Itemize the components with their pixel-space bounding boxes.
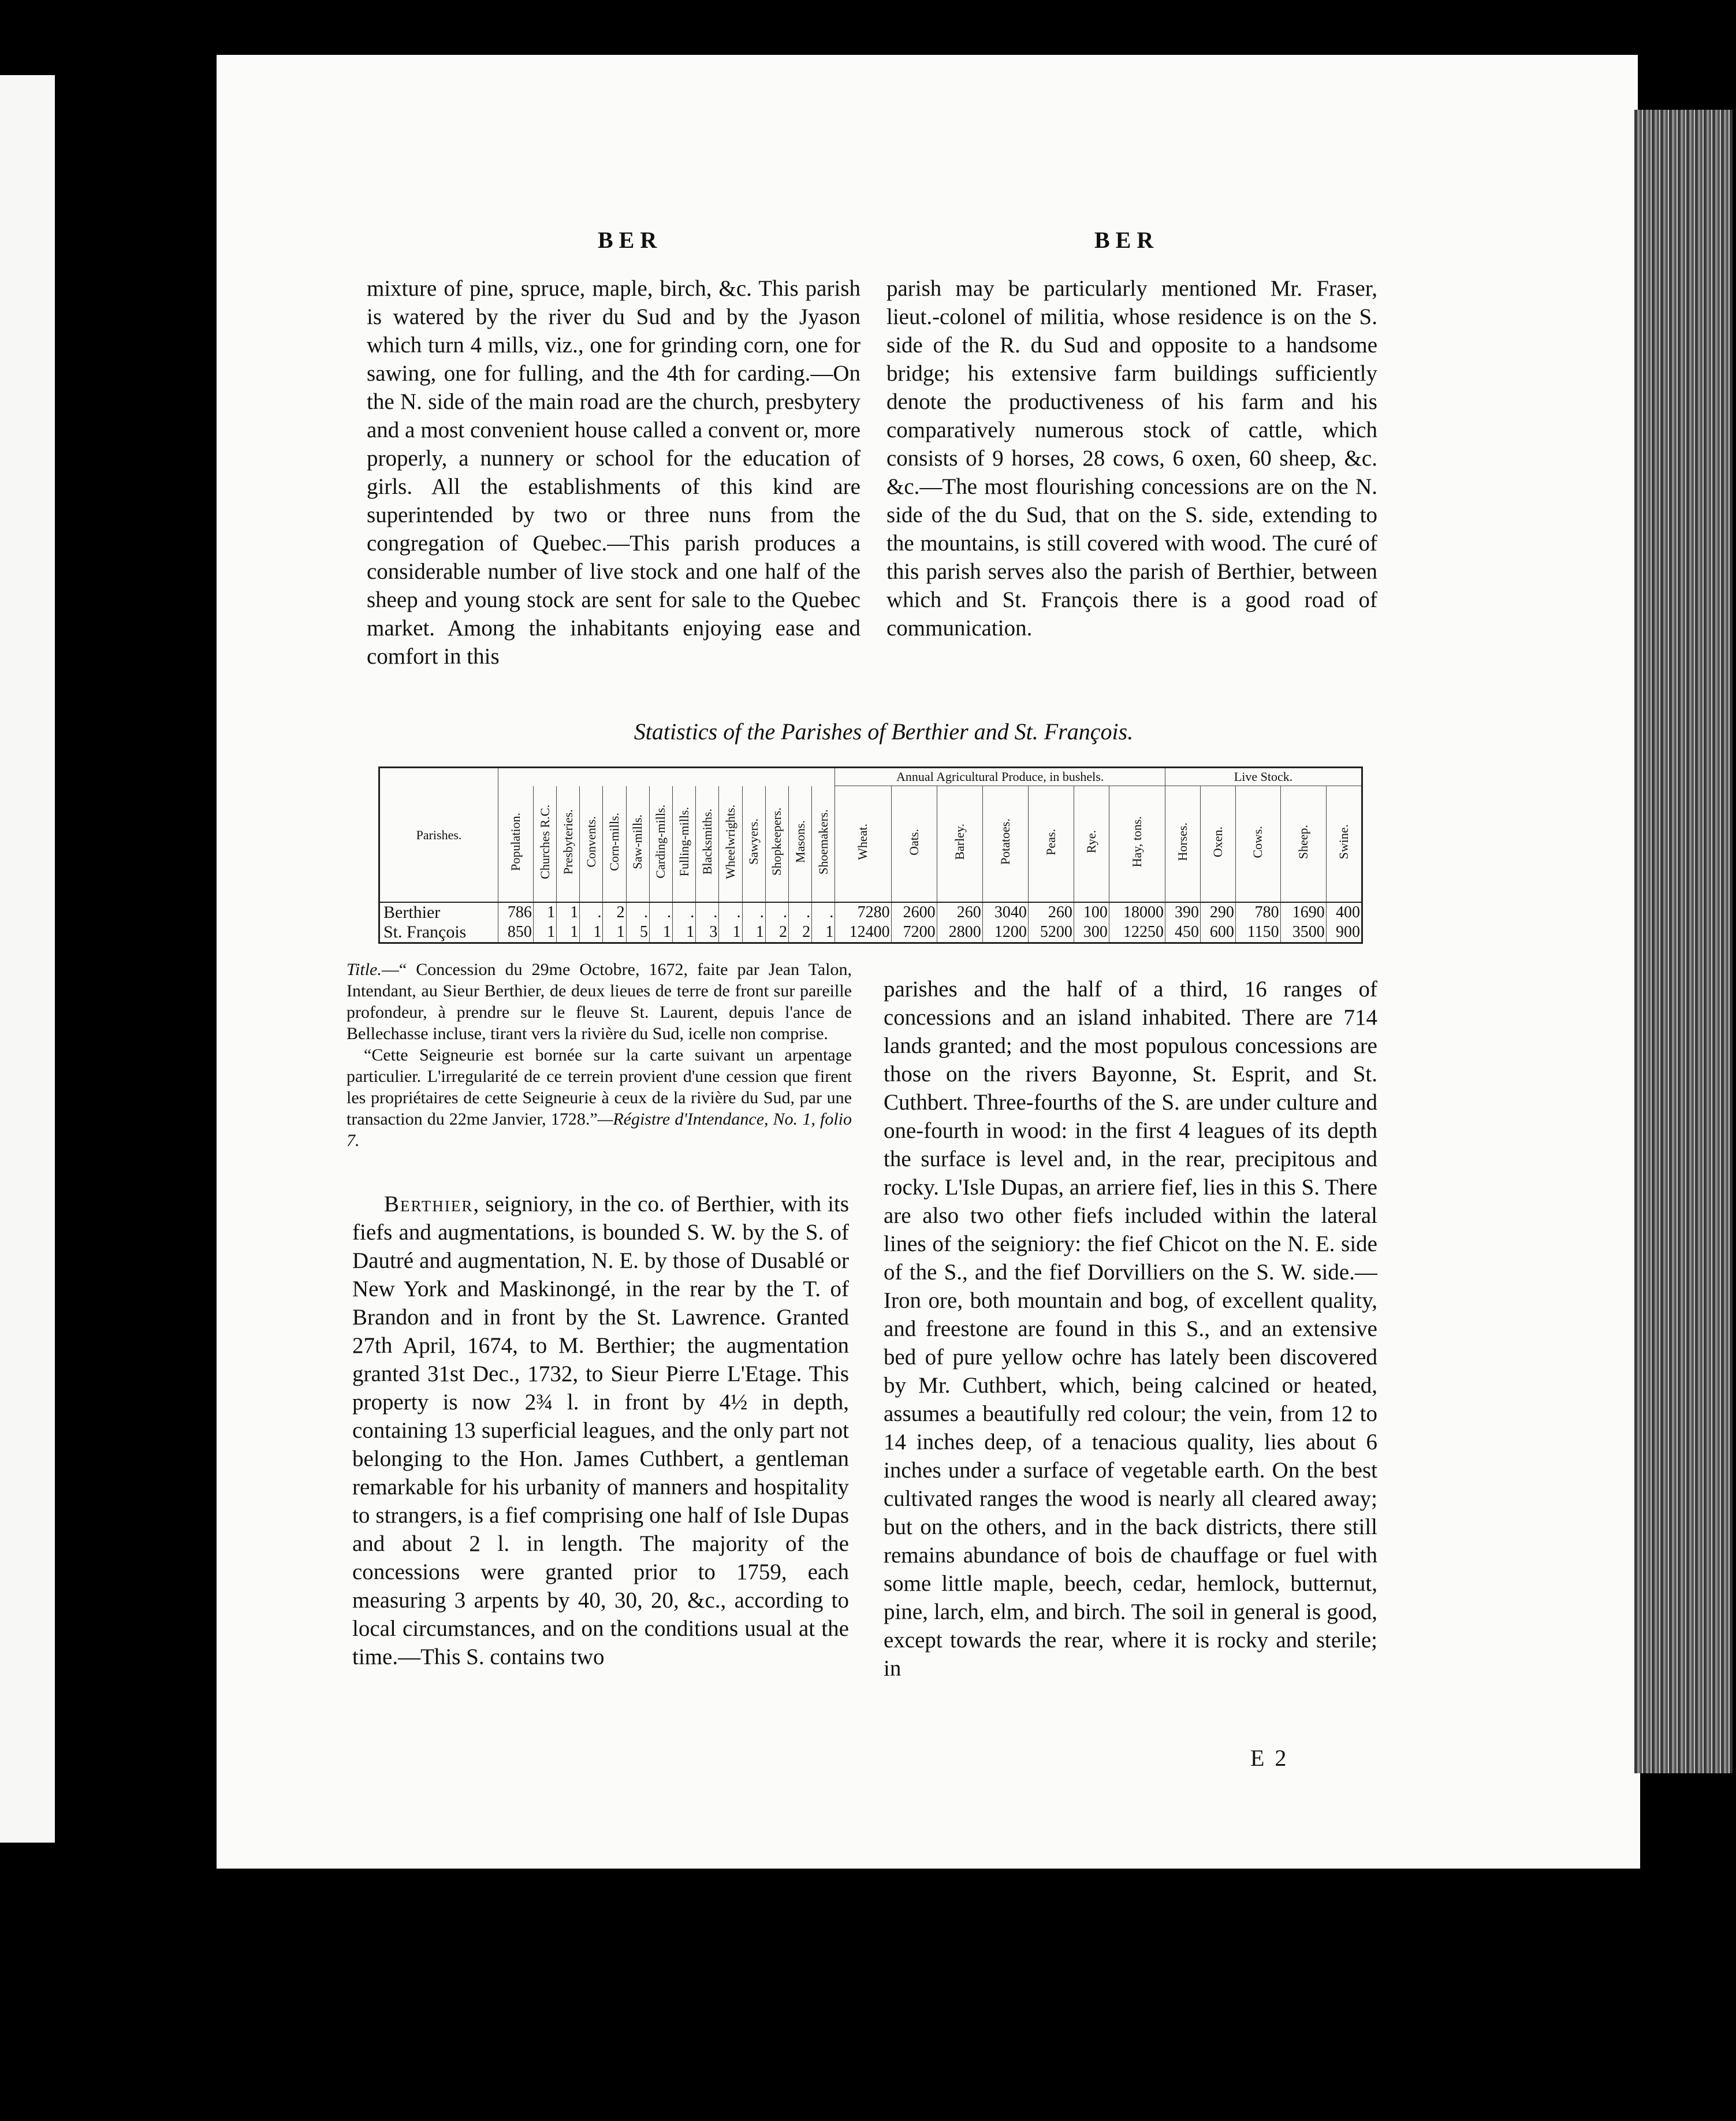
table-cell: 786 <box>498 902 534 922</box>
table-cell: 1 <box>719 922 742 943</box>
table-cell: 290 <box>1200 902 1235 922</box>
table-cell: 3 <box>696 922 719 943</box>
footnote-p2 <box>347 1044 852 1151</box>
column-header <box>812 786 835 903</box>
table-cell: 1 <box>673 922 696 943</box>
column-header-label: Churches R.C. <box>537 804 552 879</box>
column-header-label: Rye. <box>1083 830 1098 854</box>
parish-header: Parishes. <box>379 768 498 903</box>
table-cell: 400 <box>1326 902 1362 922</box>
table-cell: 1 <box>603 922 626 943</box>
blank-group <box>498 768 835 786</box>
column-header <box>1074 786 1109 903</box>
column-header-label: Shoemakers. <box>815 809 830 875</box>
table-cell: 1 <box>557 902 580 922</box>
column-header-label: Swine. <box>1336 824 1351 859</box>
table-cell: 780 <box>1235 902 1280 922</box>
table-cell: 260 <box>937 902 982 922</box>
table-cell: 100 <box>1074 902 1109 922</box>
column-header <box>719 786 742 903</box>
footnote-p1-text: —“ Concession du 29me Octobre, 1672, faite par Jean Talon, Intendant, au Sieur Berthier, de deux lieues de terre de front sur pareille profondeur, à prendre sur le fleuve St. Laurent, depuis l'ance de Bellechasse incluse, tirant vers la rivière du Sud, icelle non comprise. <box>347 960 852 1043</box>
column-header-label: Horses. <box>1175 823 1190 861</box>
column-header-label: Peas. <box>1043 828 1058 855</box>
column-header <box>533 786 556 903</box>
column-header-label: Saw-mills. <box>630 814 645 869</box>
dark-corner <box>1638 0 1736 110</box>
table-row <box>379 902 1362 922</box>
table-cell: 2600 <box>891 902 937 922</box>
column-header <box>835 786 891 903</box>
column-2-top <box>886 274 1377 642</box>
table-cell: 1 <box>742 922 765 943</box>
column-header <box>742 786 765 903</box>
column-header-label: Presbyteries. <box>560 809 575 875</box>
column-header-label: Oats. <box>906 828 921 855</box>
table-row <box>379 922 1362 943</box>
page-block-edge <box>1634 110 1733 1773</box>
column-headers <box>379 786 1362 903</box>
table-cell: 300 <box>1074 922 1109 943</box>
footnote-p1 <box>347 959 852 1044</box>
column-header <box>788 786 811 903</box>
table-cell: 2 <box>603 902 626 922</box>
table-cell: 12250 <box>1109 922 1165 943</box>
table-cell: . <box>580 902 603 922</box>
table-cell: 1200 <box>982 922 1028 943</box>
table-cell: 2 <box>765 922 788 943</box>
produce-group-header: Annual Agricultural Produce, in bushels. <box>835 768 1165 786</box>
column-header-label: Sheep. <box>1295 824 1310 859</box>
table-cell: 1 <box>533 922 556 943</box>
column-header <box>1109 786 1165 903</box>
column-header-label: Cows. <box>1250 825 1265 858</box>
table-body <box>379 902 1362 943</box>
table-cell: 2800 <box>937 922 982 943</box>
table-cell: . <box>788 902 811 922</box>
column-header-label: Wheat. <box>855 824 870 860</box>
column-header <box>580 786 603 903</box>
column-header <box>696 786 719 903</box>
table-cell: 18000 <box>1109 902 1165 922</box>
table-cell: 600 <box>1200 922 1235 943</box>
column-header <box>1235 786 1280 903</box>
table-cell: 1 <box>533 902 556 922</box>
column-header-label: Wheelwrights. <box>723 804 738 879</box>
column-header <box>1326 786 1362 903</box>
table-cell: 7280 <box>835 902 891 922</box>
column-header-label: Sawyers. <box>746 818 761 865</box>
table-cell: 1 <box>580 922 603 943</box>
table-cell: . <box>696 902 719 922</box>
table-cell: 5200 <box>1028 922 1074 943</box>
column-header <box>626 786 649 903</box>
table-cell: 900 <box>1326 922 1362 943</box>
column-header-label: Convents. <box>583 816 598 868</box>
table-title: Statistics of the Parishes of Berthier and St. François. <box>634 719 1134 745</box>
column-header-label: Blacksmiths. <box>699 809 714 875</box>
table-cell: 1 <box>557 922 580 943</box>
table-cell: 12400 <box>835 922 891 943</box>
table-cell: . <box>719 902 742 922</box>
column-header-label: Barley. <box>952 824 967 860</box>
column-header-label: Shopkeepers. <box>769 808 784 876</box>
table-cell: . <box>742 902 765 922</box>
parish-name: St. François <box>379 922 498 943</box>
column-header <box>891 786 937 903</box>
statistics-table <box>378 766 1363 944</box>
table-cell: 1 <box>649 922 672 943</box>
table-cell: 7200 <box>891 922 937 943</box>
table-cell: 450 <box>1165 922 1201 943</box>
column-1-top-text: mixture of pine, spruce, maple, birch, &c. This parish is watered by the river du Sud and by the Jyason which turn 4 mills, viz., one for grinding corn, one for sawing, one for fulling, and the 4th for carding.—On the N. side of the main road are the church, presbytery and a most convenient house called a convent or, more properly, a nunnery or school for the education of girls. All the establishments of this kind are superintended by two or three nuns from the congregation of Quebec.—This parish produces a considerable number of live stock and one half of the sheep and young stock are sent for sale to the Quebec market. Among the inhabitants enjoying ease and comfort in this <box>367 276 860 669</box>
table-cell: 3040 <box>982 902 1028 922</box>
footnote-source: —Régistre d'Intendance, No. 1, folio 7. <box>347 1110 852 1150</box>
column-header <box>1200 786 1235 903</box>
footnote-label: Title. <box>347 960 382 979</box>
table-cell: . <box>649 902 672 922</box>
parish-name: Berthier <box>379 902 498 922</box>
column-header-label: Fulling-mills. <box>676 807 691 877</box>
running-head-right: BER <box>1094 227 1160 253</box>
table-cell: 260 <box>1028 902 1074 922</box>
column-header-label: Population. <box>508 812 523 871</box>
column-header <box>557 786 580 903</box>
column-header-label: Potatoes. <box>997 818 1012 865</box>
table-cell: 2 <box>788 922 811 943</box>
column-header-label: Carding-mills. <box>653 805 668 879</box>
column-header <box>498 786 534 903</box>
footnote <box>347 959 852 1151</box>
table-cell: 390 <box>1165 902 1201 922</box>
running-head-left: BER <box>598 227 663 253</box>
table-cell: 850 <box>498 922 534 943</box>
table-cell: . <box>812 902 835 922</box>
livestock-group-header: Live Stock. <box>1165 768 1362 786</box>
table-cell: 5 <box>626 922 649 943</box>
article-lead: Berthier <box>384 1192 474 1216</box>
column-header <box>1028 786 1074 903</box>
table-cell: 1150 <box>1235 922 1280 943</box>
column-header <box>603 786 626 903</box>
column-header-label: Corn-mills. <box>607 812 622 871</box>
table-cell: . <box>626 902 649 922</box>
adjacent-page-edge <box>0 75 55 1843</box>
column-header <box>937 786 982 903</box>
footnote-p2-text: “Cette Seigneurie est bornée sur la carte suivant un arpentage particulier. L'irregularité de ce terrein provient d'une cession que firent les propriétaires de cette Seigneurie à ceux de la rivière du Sud, par une transaction du 22me Janvier, 1728.” <box>347 1045 852 1129</box>
column-2-top-text: parish may be particularly mentioned Mr. Fraser, lieut.-colonel of militia, whose residence is on the S. side of the R. du Sud and opposite to a handsome bridge; his extensive farm buildings sufficiently denote the productiveness of his farm and his comparatively numerous stock of cattle, which consists of 9 horses, 28 cows, 6 oxen, 60 sheep, &c. &c.—The most flourishing concessions are on the N. side of the du Sud, that on the S. side, extending to the mountains, is still covered with wood. The curé of this parish serves also the parish of Berthier, between which and St. François there is a good road of communication. <box>886 276 1377 641</box>
column-1-top <box>367 274 860 671</box>
signature-mark: E 2 <box>1250 1745 1289 1771</box>
column-header-label: Hay, tons. <box>1129 816 1144 868</box>
table-cell: . <box>765 902 788 922</box>
column-header-label: Masons. <box>792 820 807 864</box>
table-cell: 1 <box>812 922 835 943</box>
column-header <box>1280 786 1326 903</box>
column-header <box>982 786 1028 903</box>
table-cell: 3500 <box>1280 922 1326 943</box>
article-column-2 <box>884 975 1377 1683</box>
column-header <box>765 786 788 903</box>
table-cell: 1690 <box>1280 902 1326 922</box>
column-header-label: Oxen. <box>1210 826 1225 858</box>
table-cell: . <box>673 902 696 922</box>
article-para <box>352 1190 849 1671</box>
column-header <box>1165 786 1201 903</box>
column-header <box>673 786 696 903</box>
article-column-1 <box>352 1190 849 1671</box>
article-col2-text: parishes and the half of a third, 16 ranges of concessions and an island inhabited. There are 714 lands granted; and the most populous concessions are those on the rivers Bayonne, St. Esprit, and St. Cuthbert. Three-fourths of the S. are under culture and one-fourth in wood: in the first 4 leagues of its depth the surface is level and, in the rear, precipitous and rocky. L'Isle Dupas, an arriere fief, lies in this S. There are also two other fiefs included within the lateral lines of the seigniory: the fief Chicot on the N. E. side of the S., and the fief Dorvilliers on the S. W. side.—Iron ore, both mountain and bog, of excellent quality, and freestone are found in this S., and an extensive bed of pure yellow ochre has lately been discovered by Mr. Cuthbert, which, being calcined or heated, assumes a beautifully red colour; the vein, from 12 to 14 inches deep, of a tenacious quality, lies about 6 inches under a surface of vegetable earth. On the best cultivated ranges the wood is nearly all cleared away; but on the others, and in the back districts, there still remains abundance of bois de chauffage or fuel with some little maple, beech, cedar, hemlock, butternut, pine, larch, elm, and birch. The soil in general is good, except towards the rear, where it is rocky and sterile; in <box>884 977 1377 1681</box>
column-header <box>649 786 672 903</box>
article-body: , seigniory, in the co. of Berthier, with its fiefs and augmentations, is bounded S. W. by the S. of Dautré and augmentation, N. E. by those of Dusablé or New York and Maskinongé, in the rear by the T. of Brandon and in front by the St. Lawrence. Granted 27th April, 1674, to M. Berthier; the augmentation granted 31st Dec., 1732, to Sieur Pierre L'Etage. This property is now 2¾ l. in front by 4½ in depth, containing 13 superficial leagues, and the only part not belonging to the Hon. James Cuthbert, a gentleman remarkable for his urbanity of manners and hospitality to strangers, is a fief comprising one half of Isle Dupas and about 2 l. in length. The majority of the concessions were granted prior to 1759, each measuring 3 arpents by 40, 30, 20, &c., according to local circumstances, and on the conditions usual at the time.—This S. contains two <box>352 1192 849 1669</box>
